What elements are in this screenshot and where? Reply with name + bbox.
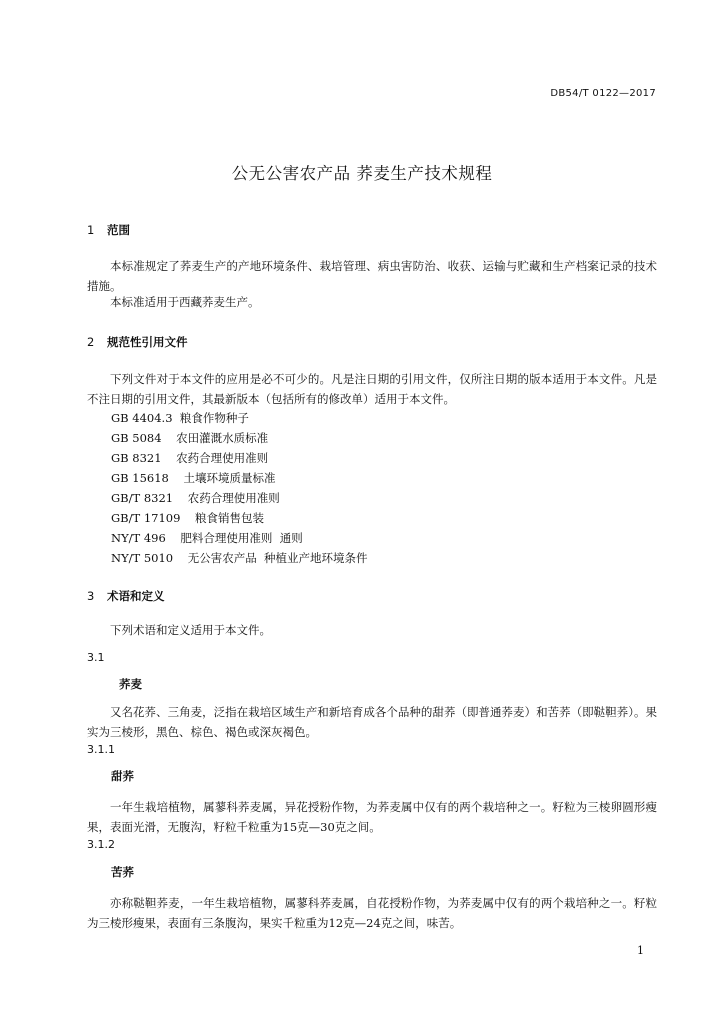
section-number: 3 xyxy=(87,589,95,603)
section-number: 1 xyxy=(87,223,95,237)
reference-item: NY/T 496 肥料合理使用准则 通则 xyxy=(111,531,303,545)
subsection-number: 3.1.2 xyxy=(87,838,115,851)
section-1-heading xyxy=(87,222,130,238)
section-title: 术语和定义 xyxy=(107,589,165,603)
definition-sweet-buckwheat: 一年生栽培植物，属蓼科荞麦属，异花授粉作物，为荞麦属中仅有的两个栽培种之一。籽粒为三棱卵圆形瘦果，表面光滑，无腹沟，籽粒千粒重为15克—30克之间。 xyxy=(87,800,657,834)
reference-item: GB 5084 农田灌溉水质标准 xyxy=(111,431,269,445)
reference-item: GB/T 8321 农药合理使用准则 xyxy=(111,491,280,505)
section-title: 规范性引用文件 xyxy=(107,335,188,349)
section-number: 2 xyxy=(87,335,95,349)
reference-item: GB 15618 土壤环境质量标准 xyxy=(111,471,276,485)
reference-item: NY/T 5010 无公害农产品 种植业产地环境条件 xyxy=(111,551,368,565)
reference-item: GB 8321 农药合理使用准则 xyxy=(111,451,269,465)
term-sweet-buckwheat: 甜荞 xyxy=(111,769,134,783)
section-3-heading xyxy=(87,588,165,604)
document-title: 公无公害农产品 荞麦生产技术规程 xyxy=(231,164,493,183)
term-buckwheat: 荞麦 xyxy=(119,677,142,691)
definition-tartary-buckwheat: 亦称鞑靼荞麦，一年生栽培植物，属蓼科荞麦属，自花授粉作物，为荞麦属中仅有的两个栽培种之一。籽粒为三棱形瘦果，表面有三条腹沟，果实千粒重为12克—24克之间，味苦。 xyxy=(87,896,657,930)
standard-code: DB54/T 0122—2017 xyxy=(550,88,656,99)
paragraph-scope-applicability: 本标准适用于西藏荞麦生产。 xyxy=(110,295,260,309)
subsection-number: 3.1 xyxy=(87,651,105,664)
reference-item: GB/T 17109 粮食销售包装 xyxy=(111,511,265,525)
paragraph-terms-intro: 下列术语和定义适用于本文件。 xyxy=(110,623,271,637)
term-tartary-buckwheat: 苦荞 xyxy=(111,865,134,879)
subsection-number: 3.1.1 xyxy=(87,743,115,756)
paragraph-references-intro: 下列文件对于本文件的应用是必不可少的。凡是注日期的引用文件，仅所注日期的版本适用于本文件。凡是不注日期的引用文件，其最新版本（包括所有的修改单）适用于本文件。 xyxy=(87,372,657,406)
section-2-heading xyxy=(87,334,188,350)
paragraph-scope: 本标准规定了荞麦生产的产地环境条件、栽培管理、病虫害防治、收获、运输与贮藏和生产档案记录的技术措施。 xyxy=(87,259,657,293)
reference-item: GB 4404.3 粮食作物种子 xyxy=(111,411,249,425)
definition-buckwheat: 又名花荞、三角麦，泛指在栽培区域生产和新培育成各个品种的甜荞（即普通荞麦）和苦荞（即鞑靼荞）。果实为三棱形，黑色、棕色、褐色或深灰褐色。 xyxy=(87,705,657,739)
page-number: 1 xyxy=(637,944,644,957)
section-title: 范围 xyxy=(107,223,130,237)
